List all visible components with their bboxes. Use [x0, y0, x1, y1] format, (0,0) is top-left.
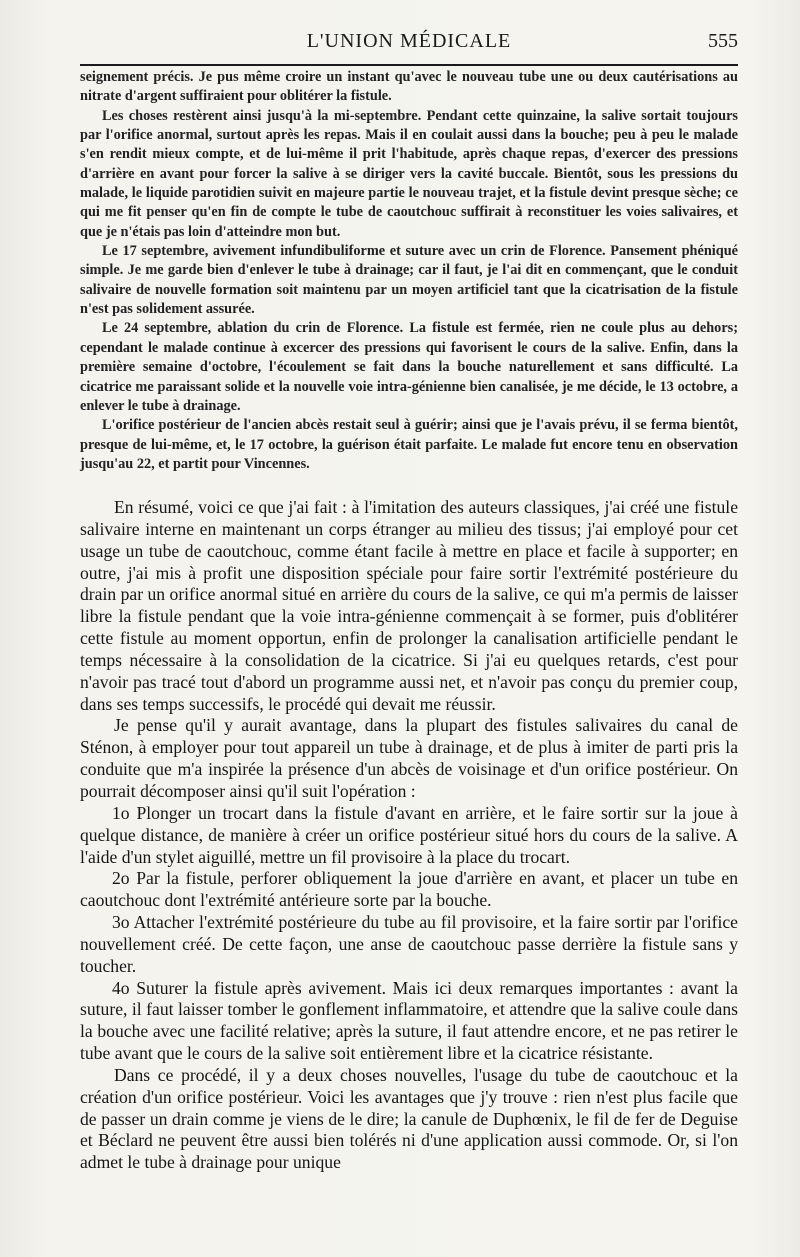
header-rule — [80, 64, 738, 66]
item-number: 1o — [112, 802, 130, 823]
item-text: Par la fistule, perforer obliquement la joue d'arrière en avant, et placer un tube en caoutchouc dont l'extrémité antérieure sorte par la bouche. — [80, 868, 739, 911]
item-text: Attacher l'extrémité postérieure du tube au fil provisoire, et la faire sortir par l'orifice nouvellement créé. De cette façon, une anse de caoutchouc passe derrière la fistule sans y toucher. — [80, 912, 738, 976]
paragraph: Le 24 septembre, ablation du crin de Florence. La fistule est fermée, rien ne coule plus au dehors; cependant le malade continue à excercer des pressions qui favorisent le cours de la salive. Enfin, dans la première semaine d'octobre, l'écoulement se fait dans la bouche naturellement et sans difficulté. La cicatrice me paraissant solide et la nouvelle voie intra-génienne bien canalisée, je me décide, le 13 octobre, a enlever le tube à drainage. — [80, 320, 738, 414]
page-number: 555 — [708, 30, 738, 52]
list-item — [80, 978, 738, 1065]
list-item — [80, 803, 738, 869]
paragraph: Les choses restèrent ainsi jusqu'à la mi-septembre. Pendant cette quinzaine, la salive sortait toujours par l'orifice anormal, surtout après les repas. Mais il en coulait aussi dans la bouche; peu à peu le malade s'en rendit mieux compte, et de lui-même il prit l'habitude, après chaque repas, d'exercer des pressions d'arrière en avant pour forcer la salive à se diriger vers la cavité buccale. Bientôt, sous les pressions du malade, le liquide parotidien suivit en majeure partie le nouveau trajet, et la fistule devint presque sèche; ce qui me fit penser qu'en fin de compte le tube de caoutchouc suffirait à reconstituer les voies salivaires, et que je n'étais pas loin d'atteindre mon but. — [80, 107, 738, 240]
summary-text — [80, 497, 738, 1174]
paragraph: Dans ce procédé, il y a deux choses nouvelles, l'usage du tube de caoutchouc et la création d'un orifice postérieur. Voici les avantages que j'y trouve : rien n'est plus facile que de passer un drain comme je viens de le dire; la canule de Duphœnix, le fil de fer de Deguise et Béclard ne peuvent être aussi bien tolérés ni d'une application aussi commode. Or, si l'on admet le tube à drainage pour unique — [80, 1064, 738, 1173]
item-number: 3o — [112, 912, 130, 933]
item-number: 4o — [112, 977, 130, 998]
observation-text — [80, 68, 738, 474]
item-number: 2o — [112, 868, 130, 889]
list-item — [80, 868, 738, 912]
paragraph: Le 17 septembre, avivement infundibuliforme et suture avec un crin de Florence. Pansement phéniqué simple. Je me garde bien d'enlever le tube à drainage; car il faut, je l'ai dit en commençant, que le conduit salivaire de nouvelle formation soit maintenu par un moyen artificiel tant que la cicatrisation de la fistule n'est pas solidement assurée. — [80, 243, 738, 318]
page-header — [80, 30, 738, 62]
paragraph: seignement précis. Je pus même croire un instant qu'avec le nouveau tube une ou deux cautérisations au nitrate d'argent suffiraient pour oblitérer la fistule. — [80, 69, 738, 105]
item-text: Suturer la fistule après avivement. Mais ici deux remarques importantes : avant la suture, il faut laisser tomber le gonflement inflammatoire, et attendre que la salive coule dans la bouche avec une facilité relative; après la suture, il faut attendre encore, et ne pas retirer le tube avant que le cours de la salive soit entièrement libre et la cicatrice résistante. — [80, 977, 738, 1064]
paragraph: En résumé, voici ce que j'ai fait : à l'imitation des auteurs classiques, j'ai créé une fistule salivaire interne en maintenant un corps étranger au milieu des tissus; j'ai employé pour cet usage un tube de caoutchouc, comme étant facile à mettre en place et facile à supporter; en outre, j'ai mis à profit une disposition spéciale pour faire sortir l'extrémité postérieure du drain par un orifice anormal situé en arrière du cours de la salive, ce qui m'a permis de laisser libre la fistule pendant que la voie intra-génienne commençait à se former, puis d'oblitérer cette fistule au moment opportun, enfin de prolonger la canalisation artificielle pendant le temps nécessaire à la consolidation de la cicatrice. Si j'ai eu quelques retards, c'est pour n'avoir pas tracé tout d'abord un programme aussi net, et n'avoir pas conçu du premier coup, dans ses temps successifs, le procédé qui devait me réussir. — [80, 497, 738, 714]
paragraph: Je pense qu'il y aurait avantage, dans la plupart des fistules salivaires du canal de Sténon, à employer pour tout appareil un tube à drainage, et de plus à imiter de parti pris la conduite que m'a inspirée la présence d'un abcès de voisinage et d'un orifice postérieur. On pourrait décomposer ainsi qu'il suit l'opération : — [80, 715, 738, 801]
item-text: Plonger un trocart dans la fistule d'avant en arrière, et le faire sortir sur la joue à quelque distance, de manière à créer un orifice postérieur situé hors du cours de la salive. A l'aide d'un stylet aiguillé, mettre un fil provisoire à la place du trocart. — [80, 802, 738, 867]
list-item — [80, 912, 738, 978]
running-title: L'UNION MÉDICALE — [306, 30, 512, 52]
paragraph: L'orifice postérieur de l'ancien abcès restait seul à guérir; ainsi que je l'avais prévu, il se ferma bientôt, presque de lui-même, et, le 17 octobre, la guérison était parfaite. Le malade fut encore tenu en observation jusqu'au 22, et partit pour Vincennes. — [80, 417, 738, 472]
